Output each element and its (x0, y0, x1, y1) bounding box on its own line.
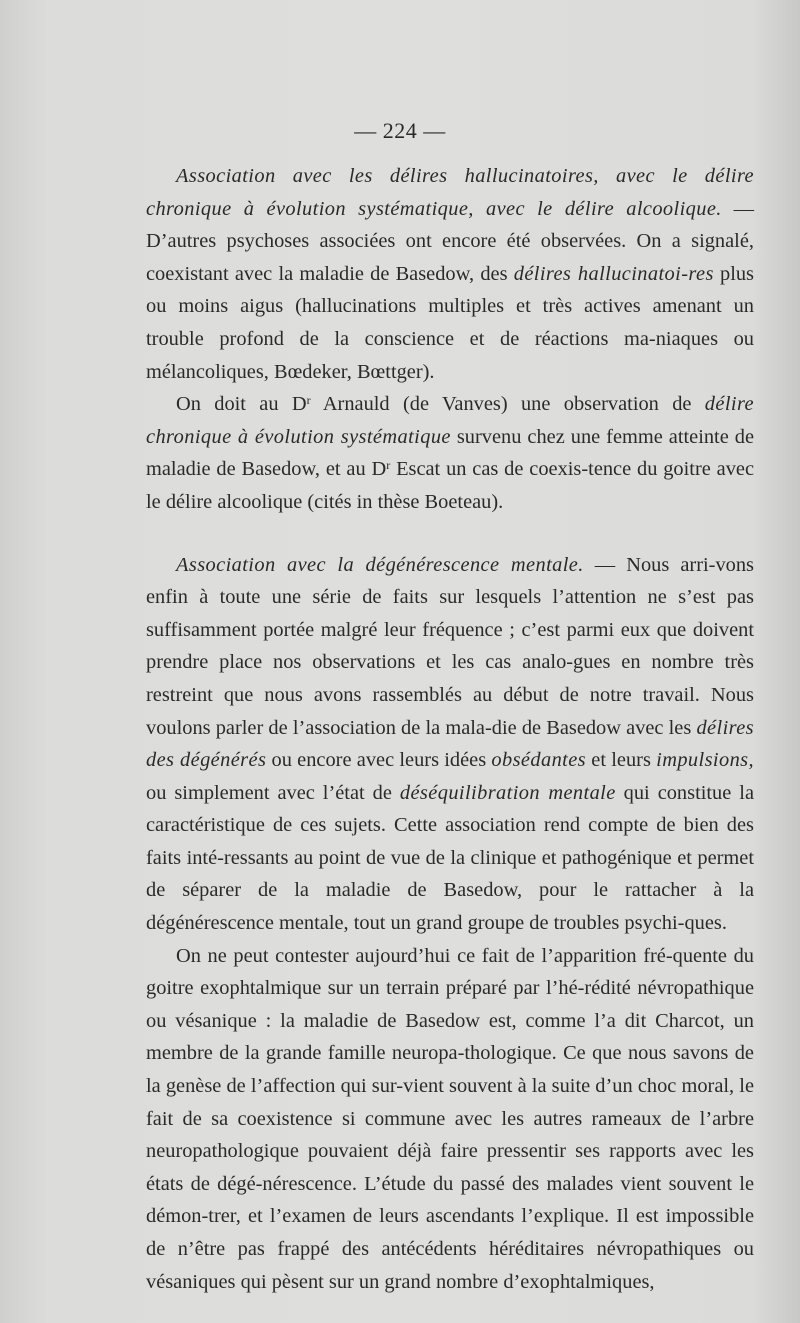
text-run: survenu chez une femme atteinte de maladie de Basedow, et au D (146, 425, 755, 481)
italic-run: déséquilibration mentale (399, 781, 616, 804)
paragraph (146, 940, 754, 1299)
italic-run: Association avec la dégénérescence mentale. (176, 553, 584, 576)
italic-run: délires hallucinatoi-res (513, 262, 714, 285)
superscript: r (306, 393, 311, 408)
text-run: — Nous arri-vons enfin à toute une série de faits sur lesquels l’attention ne s’est pas suffisamment portée malgré leur fréquence ; c’est parmi eux que doivent prendre place nos observations et les cas analo-gues en nombre très restreint que nous avons rassemblés au début de notre travail. Nous voulons parler de l’association de la mala-die de Basedow avec les (146, 553, 754, 739)
body-text (146, 160, 754, 1298)
italic-run: Association avec les délires hallucinatoires, avec le délire chronique à évolution systématique, avec le délire alcoolique. (146, 165, 754, 220)
paragraph (146, 388, 754, 518)
superscript: r (386, 458, 391, 473)
text-run: On ne peut contester aujourd’hui ce fait de l’apparition fré-quente du goitre exophtalmique sur un terrain préparé par l’hé-rédité névropathique ou vésanique : la maladie de Basedow est, comme l’a dit Charcot, un membre de la grande famille neuropa-thologique. Ce que nous savons de la genèse de l’affection qui sur-vient souvent à la suite d’un choc moral, le fait de sa coexistence si commune avec les autres rameaux de l’arbre neuropathologique pouvaient déjà faire pressentir ses rapports avec les états de dégé-nérescence. L’étude du passé des malades vient souvent le démon-trer, et l’examen de leurs ascendants l’explique. Il est impossible de n’être pas frappé des antécédents héréditaires névropathiques ou vésaniques qui pèsent sur un grand nombre d’exophtalmiques, (146, 944, 754, 1293)
page-number: — 224 — (354, 118, 446, 143)
text-run: plus ou moins aigus (hallucinations multiples et très actives amenant un trouble profond de la conscience et de réactions ma-niaques ou mélancoliques, Bœdeker, Bœttger). (146, 262, 754, 383)
italic-run: impulsions, (656, 749, 755, 772)
text-run: ou simplement avec l’état de (146, 781, 400, 804)
text-run: On doit au D (176, 393, 307, 416)
italic-run: délires des dégénérés (146, 716, 754, 772)
text-run: — D’autres psychoses associées ont encore été observées. On a signalé, coexistant avec la maladie de Basedow, des (146, 197, 754, 285)
text-run: et leurs (586, 749, 657, 772)
text-run: Escat un cas de coexis-tence du goitre avec le délire alcoolique (cités in thèse Boeteau). (146, 458, 754, 513)
italic-run: obsédantes (491, 749, 587, 772)
paragraph (146, 549, 754, 940)
text-run: Arnauld (de Vanves) une observation de (310, 393, 705, 416)
text-run: ou encore avec leurs idées (266, 749, 492, 772)
paragraph (146, 160, 754, 388)
text-run: qui constitue la caractéristique de ces sujets. Cette association rend compte de bien des faits inté-ressants au point de vue de la clinique et pathogénique et permet de séparer de la maladie de Basedow, pour le rattacher à la dégénérescence mentale, tout un grand groupe de troubles psychi-ques. (146, 781, 754, 935)
italic-run: délire chronique à évolution systématique (146, 393, 755, 448)
